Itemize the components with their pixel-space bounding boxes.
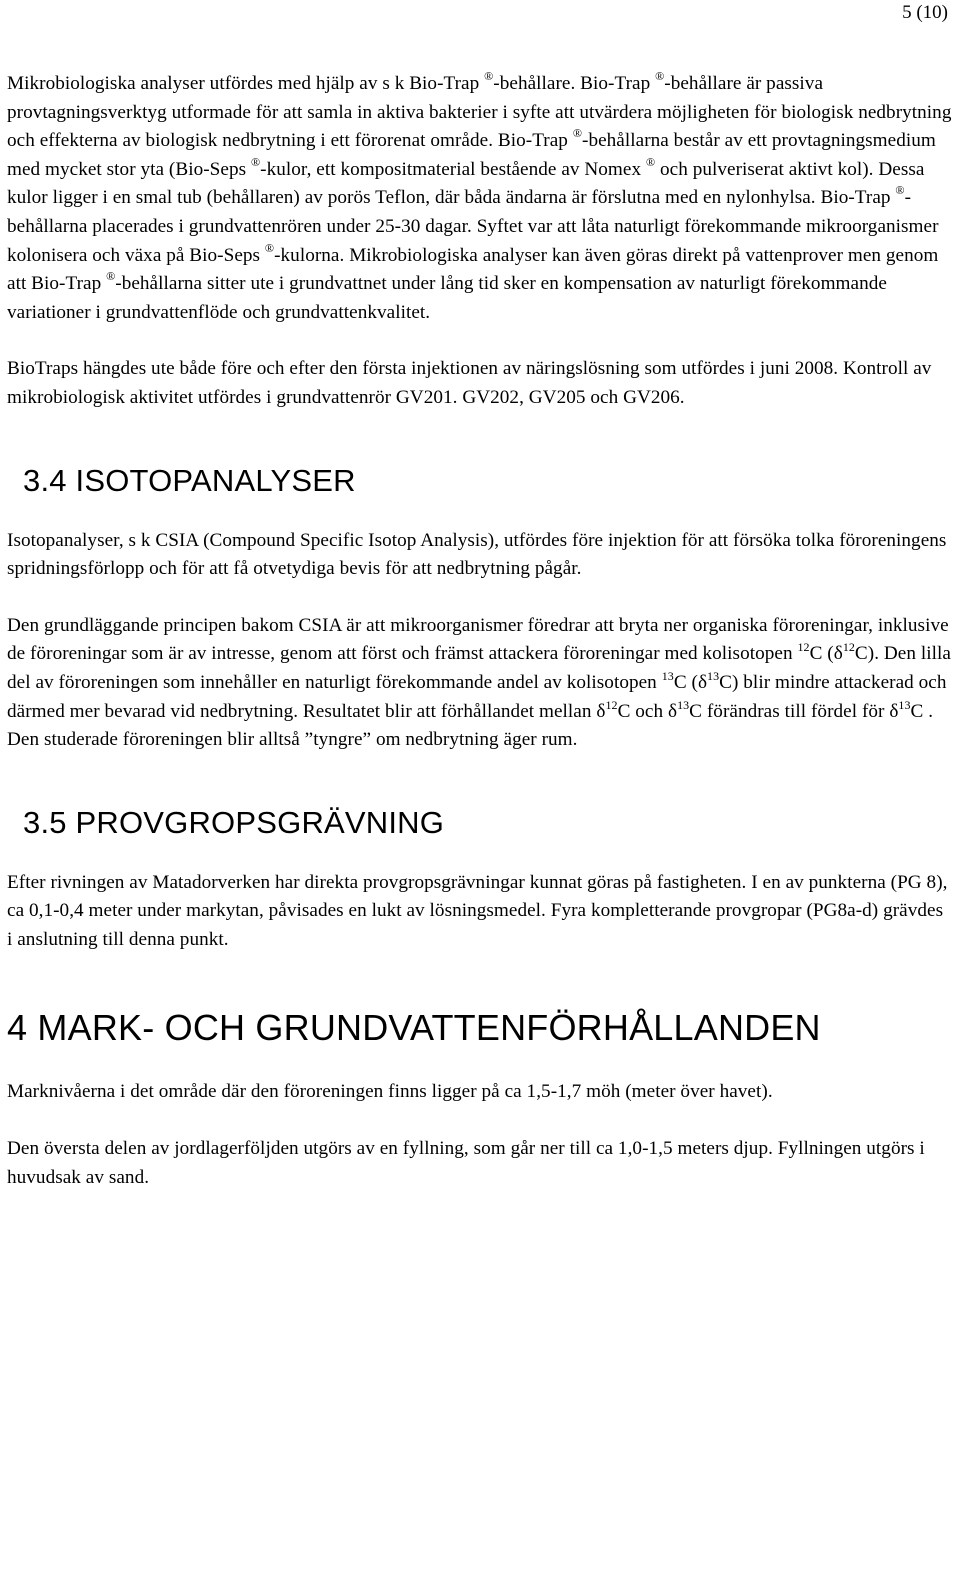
registered-mark: ®: [895, 183, 905, 198]
registered-mark: ®: [645, 154, 656, 169]
paragraph-isotopanalyser: Isotopanalyser, s k CSIA (Compound Specific Isotop Analysis), utfördes före injektion för att försöka tolka föroreningens spridningsförlopp och för att få otvetydiga bevis för att nedbrytning pågår.: [7, 529, 947, 580]
paragraph-biotrap: Mikrobiologiska analyser utfördes med hjälp av s k Bio-Trap ®-behållare. Bio-Trap ®-behållare är passiva provtagningsverktyg utformade för att samla in aktiva bakterier i syfte att utvärdera möjligheten för biologisk nedbrytning och effekterna av biologisk nedbrytning i ett förorenat område. Bio-Trap ®-behållarna består av ett provtagningsmedium med mycket stor yta (Bio-Seps ®-kulor, ett kompositmaterial bestående av Nomex ® och pulveriserat aktivt kol). Dessa kulor ligger i en smal tub (behållaren) av porös Teflon, där båda ändarna är förslutna med en nylonhylsa. Bio-Trap ®-behållarna placerades i grundvattenrören under 25-30 dagar. Syftet var att låta naturligt förekommande mikroorganismer kolonisera och växa på Bio-Seps ®-kulorna. Mikrobiologiska analyser kan även göras direkt på vattenprover men genom att Bio-Trap ®-behållarna sitter ute i grundvattnet under lång tid sker en kompensation av naturligt förekommande variationer i grundvattenflöde och grundvattenkvalitet.: [7, 69, 952, 323]
heading-isotopanalyser: 3.4 ISOTOPANALYSER: [23, 462, 356, 498]
heading-mark-och-grundvatten: 4 MARK- OCH GRUNDVATTENFÖRHÅLLANDEN: [7, 1007, 821, 1049]
registered-mark: ®: [264, 240, 275, 255]
paragraph-biotraps-hung: BioTraps hängdes ute både före och efter den första injektionen av näringslösning som utfördes i juni 2008. Kontroll av mikrobiologisk aktivitet utfördes i grundvattenrör GV201. GV202, GV205 och GV206.: [7, 358, 932, 408]
heading-provgropsgravning: 3.5 PROVGROPSGRÄVNING: [23, 804, 445, 840]
registered-mark: ®: [250, 154, 261, 169]
paragraph-provgropar: Efter rivningen av Matadorverken har direkta provgropsgrävningar kunnat göras på fastigheten. I en av punkterna (PG 8), ca 0,1-0,4 meter under markytan, påvisades en lukt av lösningsmedel. Fyra kompletterande provgropar (PG8a-d) grävdes i anslutning till denna punkt.: [7, 871, 948, 950]
paragraph-csia-principle: Den grundläggande principen bakom CSIA är att mikroorganismer föredrar att bryta ner organiska föroreningar, inklusive de föroreningar som är av intresse, genom att först och främst attackera föroreningar med kolisotopen $^{12}$C $(\delta^{12}C)$. Den lilla del av föroreningen som innehåller en naturligt förekommande andel av kolisotopen $^{13}$C $(\delta^{13}C)$ blir mindre attackerad och därmed mer bevarad vid nedbrytning. Resultatet blir att förhållandet mellan $\delta^{12}C$ och $\delta^{13}C$ förändras till fördel för $\delta^{13}C$ . Den studerade föroreningen blir alltså ”tyngre” om nedbrytning äger rum.: [7, 614, 951, 751]
paragraph-jordlager: Den översta delen av jordlagerföljden utgörs av en fyllning, som går ner till ca 1,0-1,5 meters djup. Fyllningen utgörs i huvudsak av sand.: [7, 1138, 925, 1188]
paragraph-marknivaer: Marknivåerna i det område där den föroreningen finns ligger på ca 1,5-1,7 möh (meter över havet).: [7, 1081, 773, 1103]
registered-mark: ®: [484, 69, 494, 83]
registered-mark: ®: [106, 269, 116, 284]
registered-mark: ®: [655, 69, 665, 83]
registered-mark: ®: [572, 126, 582, 141]
document-body: [7, 70, 953, 1192]
page-number: 5 (10): [902, 2, 948, 23]
